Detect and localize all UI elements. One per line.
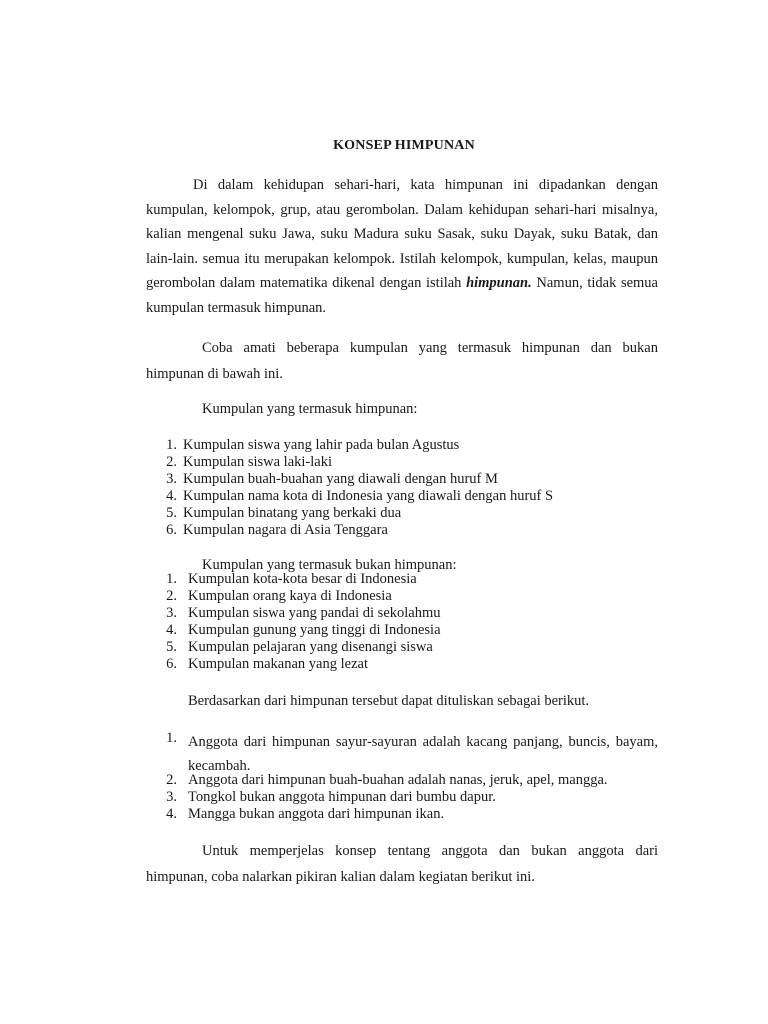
list-number: 2. bbox=[166, 454, 177, 470]
list-text: Kumpulan makanan yang lezat bbox=[188, 656, 368, 672]
intro-paragraph bbox=[146, 173, 658, 321]
list-number: 3. bbox=[166, 605, 177, 621]
list-number: 5. bbox=[166, 505, 177, 521]
list-item bbox=[163, 772, 658, 789]
bukan-himpunan-heading: Kumpulan yang termasuk bukan himpunan: bbox=[202, 557, 457, 573]
list-number: 3. bbox=[166, 471, 177, 487]
list-number: 4. bbox=[166, 488, 177, 504]
summary-lead: Berdasarkan dari himpunan tersebut dapat dituliskan sebagai berikut. bbox=[188, 693, 590, 709]
page-title: KONSEP HIMPUNAN bbox=[333, 138, 475, 153]
list-number: 1. bbox=[166, 437, 177, 453]
list-text: Anggota dari himpunan buah-buahan adalah nanas, jeruk, apel, mangga. bbox=[188, 772, 608, 788]
list-item bbox=[163, 730, 658, 772]
list-number: 2. bbox=[166, 772, 177, 788]
list-text: Kumpulan nagara di Asia Tenggara bbox=[183, 522, 388, 538]
observe-paragraph: Coba amati beberapa kumpulan yang termasuk himpunan dan bukan himpunan di bawah ini. bbox=[146, 340, 658, 382]
list-item bbox=[163, 806, 658, 823]
list-text: Mangga bukan anggota dari himpunan ikan. bbox=[188, 806, 445, 822]
list-number: 1. bbox=[166, 730, 177, 746]
list-text: Kumpulan kota-kota besar di Indonesia bbox=[188, 571, 417, 587]
list-text: Kumpulan pelajaran yang disenangi siswa bbox=[188, 639, 433, 655]
list-number: 1. bbox=[166, 571, 177, 587]
intro-emphasis: himpunan. bbox=[466, 275, 532, 292]
list-number: 2. bbox=[166, 588, 177, 604]
list-number: 4. bbox=[166, 806, 177, 822]
list-number: 4. bbox=[166, 622, 177, 638]
list-text: Kumpulan orang kaya di Indonesia bbox=[188, 588, 392, 604]
intro-text-end: Namun, tidak semua kumpulan termasuk himpunan. bbox=[146, 275, 658, 316]
list-text: Kumpulan binatang yang berkaki dua bbox=[183, 505, 402, 521]
list-number: 6. bbox=[166, 522, 177, 538]
closing-paragraph: Untuk memperjelas konsep tentang anggota dan bukan anggota dari himpunan, coba nalarkan pikiran kalian dalam kegiatan berikut ini. bbox=[146, 843, 658, 885]
list-text: Kumpulan siswa yang lahir pada bulan Agustus bbox=[183, 437, 460, 453]
list-text: Anggota dari himpunan sayur-sayuran adalah kacang panjang, buncis, bayam, kecambah. bbox=[188, 734, 658, 774]
list-number: 3. bbox=[166, 789, 177, 805]
list-text: Kumpulan gunung yang tinggi di Indonesia bbox=[188, 622, 441, 638]
list-text: Kumpulan siswa laki-laki bbox=[183, 454, 333, 470]
list-number: 6. bbox=[166, 656, 177, 672]
intro-text: Di dalam kehidupan sehari-hari, kata himpunan ini dipadankan dengan kumpulan, kelompok, grup, atau gerombolan. Dalam kehidupan sehari-hari misalnya, kalian mengenal suku Jawa, suku Madura suku Sasak, suku Dayak, suku Batak, dan lain-lain. semua itu merupakan kelompok. Istilah kelompok, kumpulan, kelas, maupun gerombolan dalam matematika dikenal dengan istilah bbox=[146, 177, 658, 292]
list-text: Tongkol bukan anggota himpunan dari bumbu dapur. bbox=[188, 789, 496, 805]
list-number: 5. bbox=[166, 639, 177, 655]
list-item bbox=[163, 789, 658, 806]
anggota-list bbox=[163, 730, 658, 823]
list-text: Kumpulan buah-buahan yang diawali dengan huruf M bbox=[183, 471, 498, 487]
list-text: Kumpulan siswa yang pandai di sekolahmu bbox=[188, 605, 441, 621]
himpunan-heading: Kumpulan yang termasuk himpunan: bbox=[202, 401, 418, 417]
list-text: Kumpulan nama kota di Indonesia yang diawali dengan huruf S bbox=[183, 488, 554, 504]
